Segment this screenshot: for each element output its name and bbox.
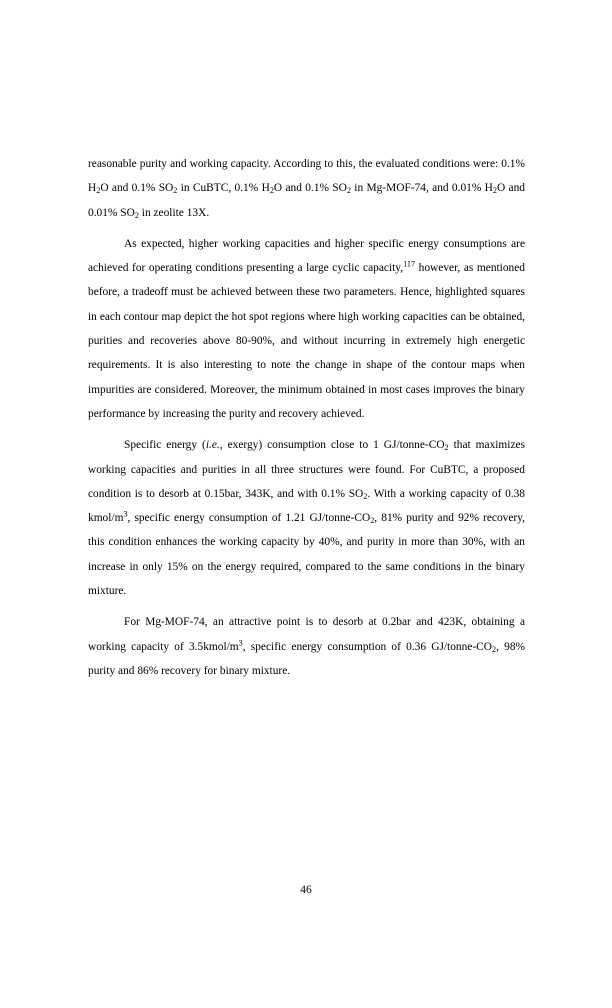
text-run: , 81% purity and 92% recovery, this condition enhances the working capacity by 40%, and purity in more than 30%, with an increase in only 15% on the energy required, compared to the same conditions in the binary mixture. [88, 512, 525, 598]
text-run: in Mg-MOF-74, and 0.01% H [350, 182, 493, 195]
paragraph-2 [88, 232, 525, 426]
subscript: 2 [269, 186, 274, 196]
subscript: 2 [96, 186, 101, 196]
italic-text: i.e. [205, 439, 220, 452]
text-run: , specific energy consumption of 0.36 GJ/tonne-CO [242, 640, 492, 653]
text-run: O and 0.1% SO [100, 182, 174, 195]
subscript: 2 [370, 516, 375, 526]
paragraph-3 [88, 433, 525, 603]
text-run: that maximizes working capacities and purities in all three structures were found. For CuBTC, a proposed condition is to desorb at 0.15bar, 343K, and with 0.1% SO [88, 439, 525, 500]
text-run: O and 0.1% SO [273, 182, 347, 195]
subscript: 2 [173, 186, 178, 196]
body-text [88, 152, 525, 683]
text-run: in CuBTC, 0.1% H [177, 182, 270, 195]
text-run: Specific energy ( [124, 439, 206, 452]
text-run: . With a working capacity of 0.38 kmol/m [88, 487, 526, 525]
subscript: 2 [363, 491, 368, 501]
paragraph-1 [88, 152, 525, 225]
text-run: however, as mentioned before, a tradeoff must be achieved between these two parameters. Hence, highlighted squares in each contour map depict the hot spot regions where high working capacities can be obtained, purities and recoveries above 80-90%, and without incurring in extremely high energetic requirements. It is also interesting to note the change in shape of the contour maps when impurities are considered. Moreover, the minimum obtained in most cases improves the binary performance by increasing the purity and recovery achieved. [88, 262, 525, 420]
subscript: 2 [491, 644, 497, 654]
text-run: , 98% purity and 86% recovery for binary mixture. [88, 640, 525, 677]
text-run: reasonable purity and working capacity. According to this, the evaluated conditions were: 0.1% H [88, 158, 525, 195]
page-number: 46 [300, 884, 312, 896]
text-run: O and 0.01% SO [88, 182, 525, 219]
superscript: 3 [123, 509, 128, 519]
text-run: As expected, higher working capacities and higher specific energy consumptions are achieved for operating conditions presenting a large cyclic capacity, [88, 237, 525, 275]
text-run: , exergy) consumption close to 1 GJ/tonne-CO [219, 439, 445, 452]
superscript: 3 [238, 638, 243, 648]
subscript: 2 [346, 186, 351, 196]
subscript: 2 [134, 210, 139, 220]
superscript: 117 [403, 259, 416, 269]
text-run: , specific energy consumption of 1.21 GJ/tonne-CO [127, 512, 371, 525]
paragraph-4 [88, 610, 525, 683]
subscript: 2 [492, 186, 497, 196]
subscript: 2 [444, 443, 449, 453]
text-run: For Mg-MOF-74, an attractive point is to desorb at 0.2bar and 423K, obtaining a working capacity of 3.5kmol/m [88, 616, 525, 653]
text-run: in zeolite 13X. [138, 206, 210, 219]
